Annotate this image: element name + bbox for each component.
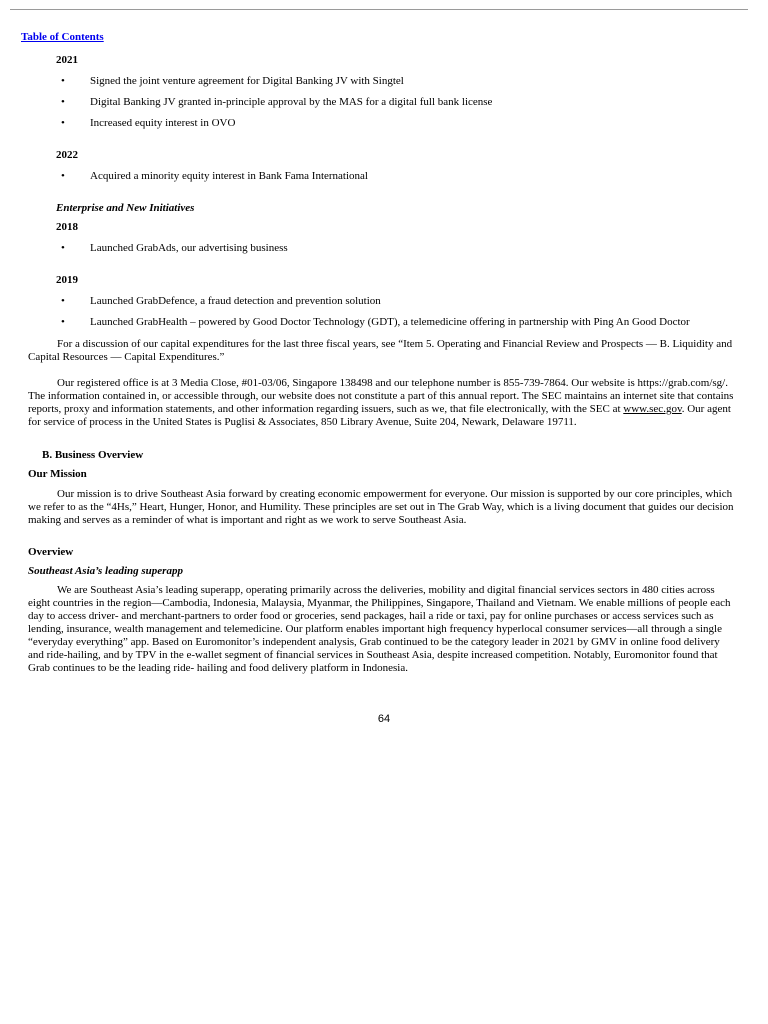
sec-website-link[interactable]: www.sec.gov: [623, 403, 682, 415]
bullet-list-2021: [28, 75, 738, 130]
list-item: [28, 170, 738, 183]
list-item-text: Launched GrabDefence, a fraud detection and prevention solution: [90, 295, 381, 307]
enterprise-initiatives-heading: Enterprise and New Initiatives: [56, 202, 195, 214]
list-item: [28, 242, 738, 255]
business-overview-heading: B. Business Overview: [42, 449, 144, 461]
list-item: [28, 96, 738, 109]
bullet-list-2019: [28, 295, 738, 329]
list-item-text: Launched GrabHealth – powered by Good Doctor Technology (GDT), a telemedicine offering in partnership with Ping An Good Doctor: [90, 316, 690, 328]
top-divider: [10, 9, 748, 10]
bullet-icon: •: [61, 96, 65, 108]
bullet-icon: •: [61, 242, 65, 254]
mission-paragraph: Our mission is to drive Southeast Asia forward by creating economic empowerment for everyone. Our mission is supported by our core principles, which we refer to as the “4Hs,” Heart, Hunger, Honor, and Humility. These principles are set out in The Grab Way, which is a living document that guides our decision making and serves as a reminder of what is important and right as we work to serve Southeast Asia.: [28, 488, 734, 526]
superapp-heading: Southeast Asia’s leading superapp: [28, 565, 183, 577]
bullet-icon: •: [61, 316, 65, 328]
table-of-contents-link[interactable]: Table of Contents: [21, 31, 104, 43]
document-body: [28, 54, 738, 675]
year-heading-2022: 2022: [56, 149, 78, 161]
list-item-text: Launched GrabAds, our advertising business: [90, 242, 288, 254]
our-mission-heading: Our Mission: [28, 468, 87, 480]
year-heading-2021: 2021: [56, 54, 78, 66]
bullet-list-2022: [28, 170, 738, 183]
superapp-paragraph: We are Southeast Asia’s leading superapp, operating primarily across the deliveries, mobility and digital financial services sectors in 480 cities across eight countries in the region—Cambodia, Indonesia, Malaysia, Myanmar, the Philippines, Singapore, Thailand and Vietnam. We enable millions of people each day to access driver- and merchant-partners to order food or groceries, send packages, hail a ride or taxi, pay for online purchases or access services such as lending, insurance, wealth management and telemedicine. Our platform enables important high frequency hyperlocal consumer services—all through a single “everyday everything” app. Based on Euromonitor’s independent analysis, Grab continued to be the category leader in 2021 by GMV in online food delivery and ride-hailing, and by TPV in the e-wallet segment of financial services in Southeast Asia, despite increased competition. Notably, Euromonitor found that Grab continues to be the leading ride- hailing and food delivery platform in Indonesia.: [28, 584, 731, 674]
year-heading-2019: 2019: [56, 274, 78, 286]
year-heading-2018: 2018: [56, 221, 78, 233]
list-item-text: Signed the joint venture agreement for Digital Banking JV with Singtel: [90, 75, 404, 87]
office-text-part2: . Our agent for service of process in the United States is Puglisi & Associates, 850 Library Avenue, Suite 204, Newark, Delaware 19711.: [28, 403, 731, 428]
bullet-icon: •: [61, 75, 65, 87]
list-item-text: Acquired a minority equity interest in Bank Fama International: [90, 170, 368, 182]
page-number: 64: [377, 713, 391, 725]
registered-office-paragraph: [28, 377, 738, 429]
list-item: [28, 316, 738, 329]
list-item: [28, 295, 738, 308]
bullet-icon: •: [61, 295, 65, 307]
overview-heading: Overview: [28, 546, 74, 558]
bullet-icon: •: [61, 117, 65, 129]
office-text-part1: Our registered office is at 3 Media Close, #01-03/06, Singapore 138498 and our telephone number is 855-739-7864. Our website is https://grab.com/sg/. The information contained in, or accessible through, our website does not constitute a part of this annual report. The SEC maintains an internet site that contains reports, proxy and information statements, and other information regarding issuers, such as we, that file electronically, with the SEC at: [28, 377, 734, 415]
list-item-text: Increased equity interest in OVO: [90, 117, 236, 129]
list-item: [28, 75, 738, 88]
capex-paragraph: For a discussion of our capital expenditures for the last three fiscal years, see “Item 5. Operating and Financial Review and Prospects — B. Liquidity and Capital Resources — Capital Expenditures.”: [28, 338, 733, 363]
list-item: [28, 117, 738, 130]
bullet-icon: •: [61, 170, 65, 182]
bullet-list-2018: [28, 242, 738, 255]
list-item-text: Digital Banking JV granted in-principle approval by the MAS for a digital full bank license: [90, 96, 493, 108]
